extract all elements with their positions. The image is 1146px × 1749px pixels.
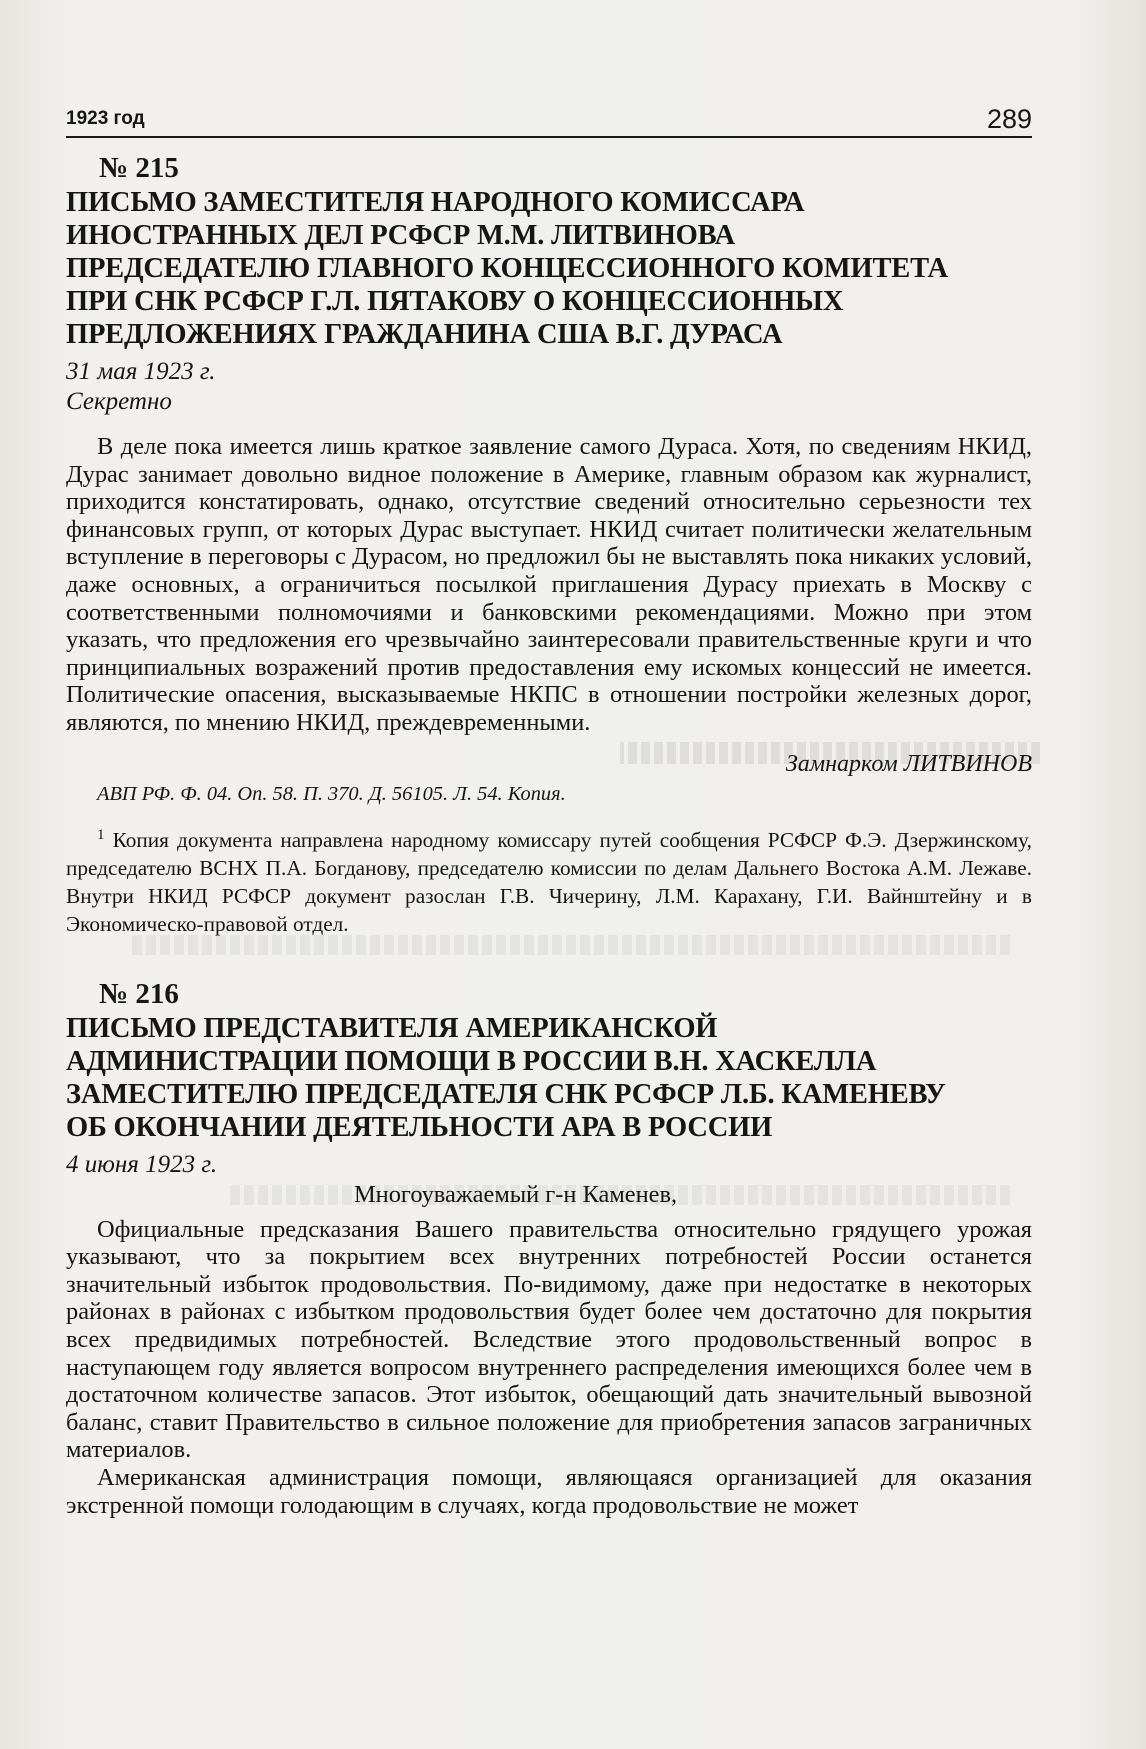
- doc-215-title-line: ИНОСТРАННЫХ ДЕЛ РСФСР М.М. ЛИТВИНОВА: [66, 220, 736, 251]
- doc-215-title-line: ПРЕДЛОЖЕНИЯХ ГРАЖДАНИНА США В.Г. ДУРАСА: [66, 319, 783, 350]
- doc-215-title: [66, 186, 1032, 351]
- doc-216-paragraph: Американская администрация помощи, являющаяся организацией для оказания экстренной помощи голодающим в случаях, когда продовольствие не может: [66, 1463, 1032, 1519]
- running-header: [66, 106, 1032, 138]
- doc-215-archive-reference: АВП РФ. Ф. 04. Оп. 58. П. 370. Д. 56105. Л. 54. Копия.: [97, 782, 566, 805]
- doc-216-paragraph: Официальные предсказания Вашего правительства относительно грядущего урожая указывают, что за покрытием всех внутренних потребностей России останется значительный избыток продовольствия. По-видимому, даже при недостатке в некоторых районах в районах с избытком продовольствия будет более чем достаточно для покрытия всех предвидимых потребностей. Вследствие этого продовольственный вопрос в наступающем году является вопросом внутреннего распределения имеющихся более чем в достаточном количестве запасов. Этот избыток, обещающий дать значительный вывозной баланс, ставит Правительство в сильное положение для приобретения запасов заграничных материалов.: [66, 1215, 1032, 1464]
- doc-216-title-line: ОБ ОКОНЧАНИИ ДЕЯТЕЛЬНОСТИ АРА В РОССИИ: [66, 1111, 773, 1143]
- doc-216-date: 4 июня 1923 г.: [66, 1150, 218, 1178]
- doc-215-footnote: [66, 821, 1032, 938]
- doc-216-number: № 216: [99, 977, 179, 1010]
- doc-215-classification: Секретно: [66, 388, 172, 415]
- doc-216-title-line: АДМИНИСТРАЦИИ ПОМОЩИ В РОССИИ В.Н. ХАСКЕЛЛА: [66, 1045, 877, 1077]
- header-year: 1923 год: [66, 108, 145, 129]
- page-content: [66, 150, 1032, 1519]
- doc-216-salutation: Многоуважаемый г-н Каменев,: [354, 1180, 678, 1208]
- page-number: 289: [986, 104, 1032, 134]
- doc-215-number: № 215: [99, 152, 179, 184]
- doc-215-body: В деле пока имеется лишь краткое заявление самого Дураса. Хотя, по сведениям НКИД, Дурас занимает довольно видное положение в Америке, главным образом как журналист, приходится констатировать, однако, отсутствие сведений относительно серьезности тех финансовых групп, от которых Дурас выступает. НКИД считает политически желательным вступление в переговоры с Дурасом, но предложил бы не выставлять пока никаких условий, даже основных, а ограничиться посылкой приглашения Дурасу приехать в Москву с соответственными полномочиями и банковскими рекомендациями. Можно при этом указать, что предложения его чрезвычайно заинтересовали правительственные круги и что принципиальных возражений против предоставления ему искомых концессий не имеется. Политические опасения, высказываемые НКПС в отношении постройки железных дорог, являются, по мнению НКИД, преждевременными.: [66, 433, 1032, 736]
- document-216: [66, 976, 1032, 1520]
- document-215: [66, 150, 1032, 938]
- doc-215-title-line: ПРЕДСЕДАТЕЛЮ ГЛАВНОГО КОНЦЕССИОННОГО КОМИТЕТА: [66, 253, 948, 284]
- doc-216-title-line: ЗАМЕСТИТЕЛЮ ПРЕДСЕДАТЕЛЯ СНК РСФСР Л.Б. КАМЕНЕВУ: [66, 1078, 946, 1110]
- doc-216-title-line: ПИСЬМО ПРЕДСТАВИТЕЛЯ АМЕРИКАНСКОЙ: [66, 1012, 718, 1044]
- doc-215-title-line: ПИСЬМО ЗАМЕСТИТЕЛЯ НАРОДНОГО КОМИССАРА: [66, 187, 805, 218]
- footnote-mark: 1: [97, 826, 105, 843]
- footnote-text: Копия документа направлена народному комиссару путей сообщения РСФСР Ф.Э. Дзержинскому, председателю ВСНХ П.А. Богданову, председателю комиссии по делам Дальнего Востока А.М. Лежаве. Внутри НКИД РСФСР документ разослан Г.В. Чичерину, Л.М. Карахану, Г.И. Вайнштейну и в Экономическо-правовой отдел.: [66, 827, 1032, 936]
- doc-215-title-line: ПРИ СНК РСФСР Г.Л. ПЯТАКОВУ О КОНЦЕССИОННЫХ: [66, 286, 844, 317]
- doc-215-date: 31 мая 1923 г.: [66, 358, 216, 385]
- doc-216-title: [66, 1012, 1032, 1144]
- doc-215-signature: Замнарком ЛИТВИНОВ: [785, 750, 1032, 777]
